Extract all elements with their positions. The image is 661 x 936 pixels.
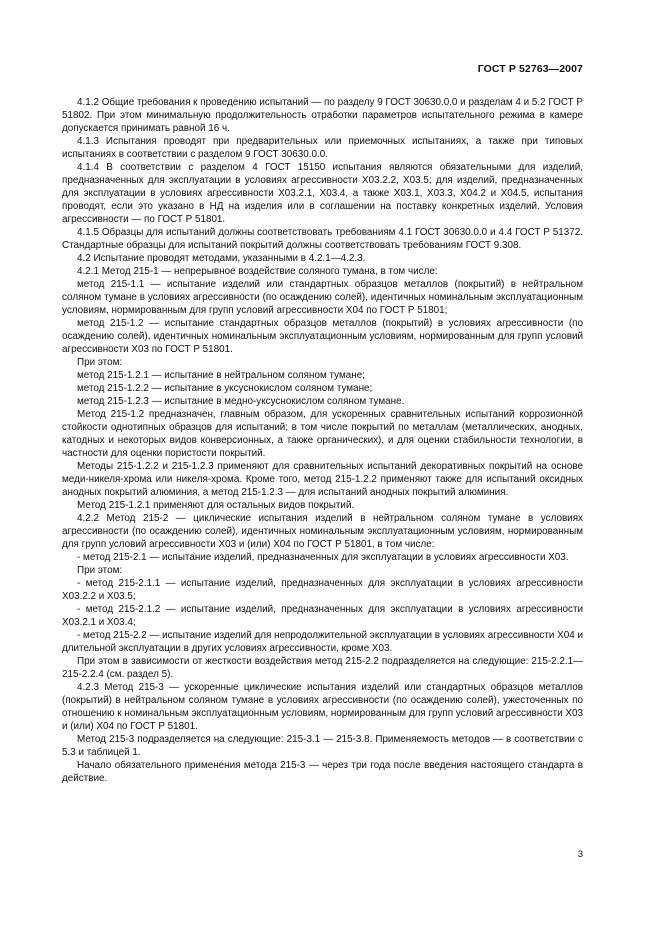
paragraph-4-2-2: 4.2.2 Метод 215-2 — циклические испытания изделий в нейтральном соляном тумане в условиях агрессивности (по осаждению солей), идентичных номинальным эксплуатационным условиям, нормированным для групп условий агрессивности Х03 и (или) Х04 по ГОСТ Р 51801, в том числе: <box>62 513 583 550</box>
paragraph-method-215-2-2: - метод 215-2.2 — испытание изделий для непродолжительной эксплуатации в условиях агрессивности Х04 и длительной эксплуатации в других условиях агрессивности, кроме Х03. <box>62 630 583 654</box>
paragraph-method-215-3-subdivision: Метод 215-3 подразделяется на следующие: 215-3.1 — 215-3.8. Применяемость методов — в соответствии с 5.3 и таблицей 1. <box>62 734 583 758</box>
paragraph-method-215-1-1: метод 215-1.1 — испытание изделий или стандартных образцов металлов (покрытий) в нейтральном соляном тумане в условиях агрессивности (по осаждению солей), идентичных номинальным эксплуатационным условиям, нормированным для групп условий агрессивности Х04 по ГОСТ Р 51801; <box>62 279 583 316</box>
paragraph-method-215-2-1-1: - метод 215-2.1.1 — испытание изделий, предназначенных для эксплуатации в условиях агрессивности Х03.2.2 и Х03.5; <box>62 578 583 602</box>
document-body <box>62 96 583 785</box>
paragraph-pri-etom-2: При этом: <box>77 565 123 576</box>
paragraph-4-2: 4.2 Испытание проводят методами, указанными в 4.2.1—4.2.3. <box>77 253 366 264</box>
paragraph-method-215-1-2-1: метод 215-1.2.1 — испытание в нейтральном соляном тумане; <box>77 370 365 381</box>
paragraph-4-2-1: 4.2.1 Метод 215-1 — непрерывное воздействие соляного тумана, в том числе: <box>77 266 438 277</box>
paragraph-pri-etom-1: При этом: <box>77 357 123 368</box>
paragraph-4-1-4: 4.1.4 В соответствии с разделом 4 ГОСТ 15150 испытания являются обязательными для изделий, предназначенных для эксплуатации в условиях агрессивности Х03.2.2, Х03.5; для изделий, предназначенных для эксплуатации в условиях агрессивности Х03.2.1, Х03.4, а также Х03.1, Х03.3, Х04.2 и Х04.5, испытания проводят, если это указано в НД на изделия или в соглашении на поставку конкретных изделий. Условия агрессивности — по ГОСТ Р 51801. <box>62 162 583 225</box>
paragraph-method-215-2-1-2: - метод 215-2.1.2 — испытание изделий, предназначенных для эксплуатации в условиях агрессивности Х03.2.1 и Х03.4; <box>62 604 583 628</box>
paragraph-method-215-1-2-2: метод 215-1.2.2 — испытание в уксуснокислом соляном тумане; <box>77 383 373 394</box>
paragraph-method-215-1-2-purpose: Метод 215-1.2 предназначен, главным образом, для ускоренных сравнительных испытаний коррозионной стойкости однотипных образцов для испытаний; в том числе покрытий по металлам (металлических, анодных, катодных и некоторых видов конверсионных, а также органических), и для оценки стабильности технологии, в частности для оценки пористости покрытий. <box>62 409 583 459</box>
paragraph-4-1-2: 4.1.2 Общие требования к проведению испытаний — по разделу 9 ГОСТ 30630.0.0 и разделам 4 и 5.2 ГОСТ Р 51802. При этом минимальную продолжительность отработки параметров испытательного режима в камере допускается принимать равной 16 ч. <box>62 97 583 134</box>
paragraph-4-2-3: 4.2.3 Метод 215-3 — ускоренные циклические испытания изделий или стандартных образцов металлов (покрытий) в нейтральном соляном тумане в условиях агрессивности (по осаждению солей), ужесточенных по отношению к номинальным эксплуатационным условиям, нормированным для групп условий агрессивности Х03 и (или) Х04 по ГОСТ Р 51801. <box>62 682 583 732</box>
paragraph-method-215-1-2-3: метод 215-1.2.3 — испытание в медно-уксуснокислом соляном тумане. <box>77 396 405 407</box>
page-number: 3 <box>577 849 583 860</box>
paragraph-4-1-3: 4.1.3 Испытания проводят при предварительных или приемочных испытаниях, а также при типовых испытаниях в соответствии с разделом 9 ГОСТ 30630.0.0. <box>62 136 583 160</box>
paragraph-method-215-2-2-subdivision: При этом в зависимости от жесткости воздействия метод 215-2.2 подразделяется на следующие: 215-2.2.1—215-2.2.4 (см. раздел 5). <box>62 656 583 680</box>
paragraph-4-1-5: 4.1.5 Образцы для испытаний должны соответствовать требованиям 4.1 ГОСТ 30630.0.0 и 4.4 ГОСТ Р 51372. Стандартные образцы для испытаний покрытий должны соответствовать требованиям ГОСТ 9.308. <box>62 227 583 251</box>
paragraph-methods-215-1-2-2-and-3: Методы 215-1.2.2 и 215-1.2.3 применяют для сравнительных испытаний декоративных покрытий на основе меди-никеля-хрома или никеля-хрома. Кроме того, метод 215-1.2.2 применяют также для испытаний оксидных анодных покрытий алюминия, а метод 215-1.2.3 — для испытаний анодных покрытий алюминия. <box>62 461 583 498</box>
paragraph-method-215-1-2: метод 215-1.2 — испытание стандартных образцов металлов (покрытий) в условиях агрессивности (по осаждению солей), идентичных номинальным эксплуатационным условиям, нормированным для групп условий агрессивности Х03 по ГОСТ Р 51801. <box>62 318 583 355</box>
document-header-id: ГОСТ Р 52763—2007 <box>477 63 583 75</box>
paragraph-method-215-3-start: Начало обязательного применения метода 215-3 — через три года после введения настоящего стандарта в действие. <box>62 760 583 784</box>
paragraph-method-215-1-2-1-usage: Метод 215-1.2.1 применяют для остальных видов покрытий. <box>77 500 355 511</box>
paragraph-method-215-2-1: - метод 215-2.1 — испытание изделий, предназначенных для эксплуатации в условиях агрессивности Х03. <box>77 552 569 563</box>
